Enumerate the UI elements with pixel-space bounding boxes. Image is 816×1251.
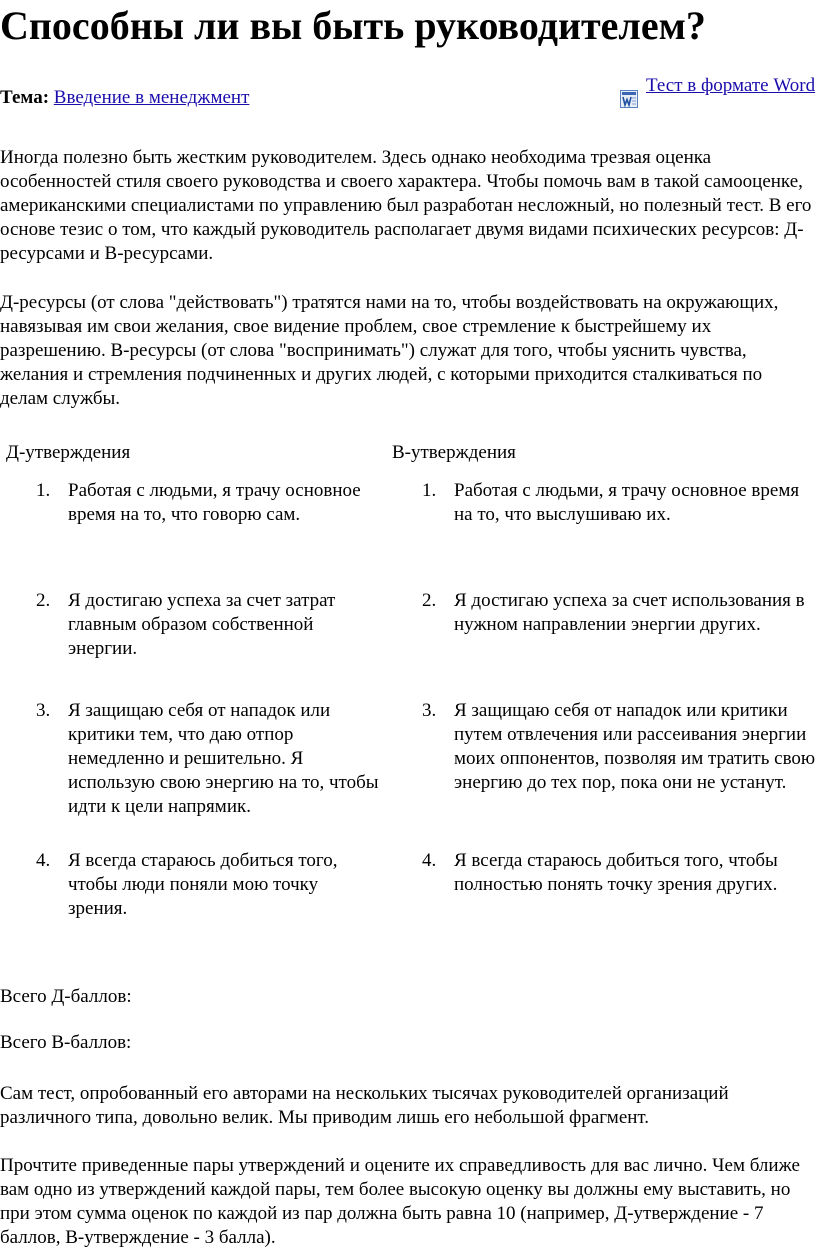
list-item bbox=[0, 479, 382, 589]
intro-paragraph-2: Д-ресурсы (от слова "действовать") тратятся нами на то, чтобы воздействовать на окружающих, навязывая им свои желания, свое видение проблем, свое стремление к быстрейшему их разрешению. В-ресурсы (от слова "воспринимать") служат для того, чтобы уяснить чувства, желания и стремления подчиненных и других людей, с которыми приходится сталкиваться по делам службы. bbox=[0, 292, 779, 409]
item-number: 2. bbox=[36, 590, 51, 611]
list-item bbox=[386, 699, 816, 849]
topic-label: Тема: bbox=[0, 87, 50, 108]
word-document-icon[interactable] bbox=[620, 90, 638, 108]
list-item bbox=[386, 849, 816, 897]
item-number: 1. bbox=[422, 480, 437, 501]
item-text: Работая с людьми, я трачу основное время на то, что выслушиваю их. bbox=[454, 480, 800, 525]
item-text: Я всегда стараюсь добиться того, чтобы люди поняли мою точку зрения. bbox=[68, 850, 338, 919]
intro-paragraph-1: Иногда полезно быть жестким руководителем. Здесь однако необходима трезвая оценка особенностей стиля своего руководства и своего характера. Чтобы помочь вам в такой самооценке, американскими специалистами по управлению был разработан несложный, но полезный тест. В его основе тезис о том, что каждый руководитель располагает двумя видами психических ресурсов: Д-ресурсами и В-ресурсами. bbox=[0, 147, 812, 264]
item-text: Я достигаю успеха за счет использования в нужном направлении энергии других. bbox=[454, 590, 805, 635]
v-total-label: Всего В-баллов: bbox=[0, 1032, 132, 1053]
word-download-link[interactable]: Тест в формате Word bbox=[646, 75, 816, 96]
list-item bbox=[0, 849, 382, 921]
d-column-heading: Д-утверждения bbox=[6, 442, 131, 463]
item-number: 2. bbox=[422, 590, 437, 611]
list-item bbox=[0, 699, 382, 849]
item-text: Я достигаю успеха за счет затрат главным образом собственной энергии. bbox=[68, 590, 336, 659]
closing-paragraph-1: Сам тест, опробованный его авторами на нескольких тысячах руководителей организаций различного типа, довольно велик. Мы приводим лишь его небольшой фрагмент. bbox=[0, 1083, 729, 1128]
item-number: 1. bbox=[36, 480, 51, 501]
item-number: 3. bbox=[422, 700, 437, 721]
list-item bbox=[386, 589, 816, 699]
item-number: 4. bbox=[36, 850, 51, 871]
v-statements-list bbox=[386, 479, 816, 897]
list-item bbox=[0, 589, 382, 699]
list-item bbox=[386, 479, 816, 589]
page-title: Способны ли вы быть руководителем? bbox=[0, 3, 706, 48]
d-total-label: Всего Д-баллов: bbox=[0, 986, 132, 1007]
item-text: Я всегда стараюсь добиться того, чтобы полностью понять точку зрения других. bbox=[454, 850, 778, 895]
topic-link[interactable]: Введение в менеджмент bbox=[53, 87, 250, 108]
d-statements-list bbox=[0, 479, 382, 921]
item-number: 3. bbox=[36, 700, 51, 721]
item-number: 4. bbox=[422, 850, 437, 871]
item-text: Я защищаю себя от нападок или критики путем отвлечения или рассеивания энергии моих оппонентов, позволяя им тратить свою энергию до тех пор, пока они не устанут. bbox=[454, 700, 816, 793]
closing-paragraph-2: Прочтите приведенные пары утверждений и оцените их справедливость для вас лично. Чем ближе вам одно из утверждений каждой пары, тем более высокую оценку вы должны ему выставить, но при этом сумма оценок по каждой из пар должна быть равна 10 (например, Д-утверждение - 7 баллов, В-утверждение - 3 балла). bbox=[0, 1155, 800, 1248]
v-column-heading: В-утверждения bbox=[392, 442, 516, 463]
item-text: Работая с людьми, я трачу основное время на то, что говорю сам. bbox=[68, 480, 361, 525]
item-text: Я защищаю себя от нападок или критики тем, что даю отпор немедленно и решительно. Я использую свою энергию на то, чтобы идти к цели напрямик. bbox=[68, 700, 379, 817]
